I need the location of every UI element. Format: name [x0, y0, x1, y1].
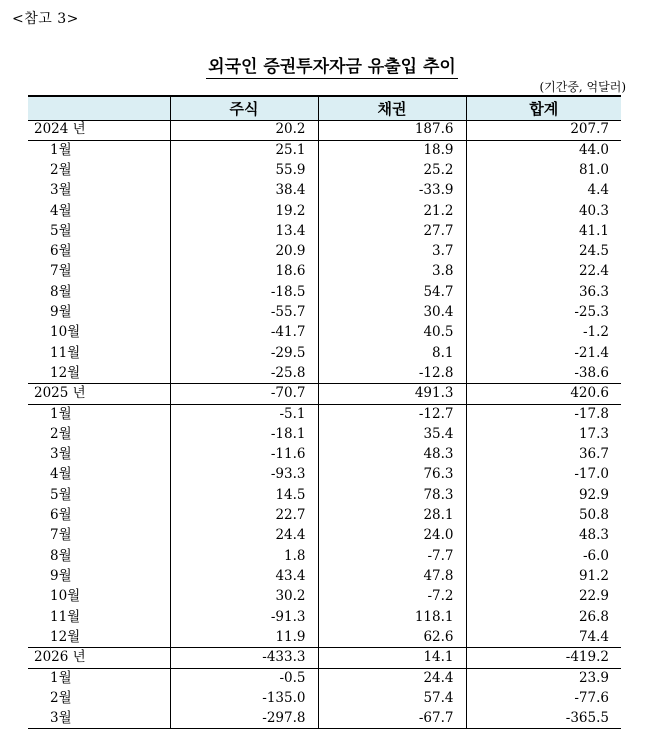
- stocks-value: 20.9: [170, 242, 318, 262]
- bonds-value: -67.7: [318, 709, 466, 729]
- bonds-value: -12.8: [318, 364, 466, 384]
- month-row: [28, 343, 621, 363]
- bonds-value: 24.4: [318, 668, 466, 688]
- total-value: 26.8: [466, 607, 621, 627]
- total-value: 23.9: [466, 668, 621, 688]
- row-label: 5월: [50, 222, 72, 239]
- stocks-value: 43.4: [170, 567, 318, 587]
- stocks-value: 22.7: [170, 506, 318, 526]
- bonds-value: -12.7: [318, 404, 466, 424]
- row-label: 8월: [50, 547, 72, 564]
- bonds-value: 14.1: [318, 648, 466, 668]
- month-row: [28, 688, 621, 708]
- month-row: [28, 567, 621, 587]
- bonds-value: 491.3: [318, 384, 466, 404]
- month-row: [28, 668, 621, 688]
- stocks-value: -18.5: [170, 282, 318, 302]
- row-label: 8월: [50, 283, 72, 300]
- reference-label: <참고 3>: [12, 11, 79, 27]
- row-label: 1월: [50, 669, 72, 686]
- month-row: [28, 201, 621, 221]
- table-title-text: 외국인 증권투자자금 유출입 추이: [208, 57, 456, 77]
- month-row: [28, 323, 621, 343]
- header-row: [28, 96, 621, 120]
- total-value: 207.7: [466, 120, 621, 140]
- bonds-value: 187.6: [318, 120, 466, 140]
- bonds-value: 118.1: [318, 607, 466, 627]
- stocks-value: -29.5: [170, 343, 318, 363]
- bonds-value: -7.2: [318, 587, 466, 607]
- month-row: [28, 424, 621, 444]
- total-value: 91.2: [466, 567, 621, 587]
- total-value: -25.3: [466, 303, 621, 323]
- stocks-value: 38.4: [170, 181, 318, 201]
- total-value: -1.2: [466, 323, 621, 343]
- month-row: [28, 221, 621, 241]
- bonds-value: 62.6: [318, 627, 466, 647]
- row-label: 2월: [50, 689, 72, 706]
- stocks-value: 18.6: [170, 262, 318, 282]
- month-row: [28, 587, 621, 607]
- month-row: [28, 607, 621, 627]
- row-label: 12월: [50, 364, 81, 381]
- total-value: 74.4: [466, 627, 621, 647]
- row-label: 9월: [50, 567, 72, 584]
- row-label: 2월: [50, 425, 72, 442]
- month-row: [28, 485, 621, 505]
- stocks-value: 14.5: [170, 485, 318, 505]
- bonds-value: 48.3: [318, 445, 466, 465]
- bonds-value: 8.1: [318, 343, 466, 363]
- table-body: [28, 120, 621, 729]
- month-row: [28, 262, 621, 282]
- total-value: -6.0: [466, 546, 621, 566]
- row-label: 11월: [50, 344, 81, 361]
- total-value: -77.6: [466, 688, 621, 708]
- month-row: [28, 627, 621, 647]
- total-value: 24.5: [466, 242, 621, 262]
- total-value: 420.6: [466, 384, 621, 404]
- stocks-value: 25.1: [170, 140, 318, 160]
- month-row: [28, 709, 621, 729]
- total-value: -365.5: [466, 709, 621, 729]
- row-label: 7월: [50, 527, 72, 544]
- bonds-value: 25.2: [318, 161, 466, 181]
- row-label: 10월: [50, 588, 81, 605]
- stocks-value: 1.8: [170, 546, 318, 566]
- total-value: 17.3: [466, 424, 621, 444]
- month-row: [28, 364, 621, 384]
- bonds-value: 78.3: [318, 485, 466, 505]
- total-value: 50.8: [466, 506, 621, 526]
- bonds-value: 3.8: [318, 262, 466, 282]
- bonds-value: -33.9: [318, 181, 466, 201]
- month-row: [28, 140, 621, 160]
- stocks-value: -5.1: [170, 404, 318, 424]
- total-value: -419.2: [466, 648, 621, 668]
- stocks-value: -41.7: [170, 323, 318, 343]
- row-label: 12월: [50, 628, 81, 645]
- total-value: -17.0: [466, 465, 621, 485]
- row-label: 3월: [50, 446, 72, 463]
- row-label: 2월: [50, 161, 72, 178]
- total-value: 22.9: [466, 587, 621, 607]
- stocks-value: 24.4: [170, 526, 318, 546]
- foreign-investment-flow-table: [28, 95, 621, 729]
- year-row: [28, 648, 621, 668]
- stocks-value: -93.3: [170, 465, 318, 485]
- total-value: 44.0: [466, 140, 621, 160]
- month-row: [28, 303, 621, 323]
- month-row: [28, 546, 621, 566]
- stocks-value: 30.2: [170, 587, 318, 607]
- month-row: [28, 282, 621, 302]
- bonds-value: 27.7: [318, 221, 466, 241]
- bonds-value: 47.8: [318, 567, 466, 587]
- total-value: 22.4: [466, 262, 621, 282]
- bonds-value: 18.9: [318, 140, 466, 160]
- month-row: [28, 526, 621, 546]
- row-label: 2024 년: [28, 120, 170, 140]
- row-label: 1월: [50, 141, 72, 158]
- stocks-value: -18.1: [170, 424, 318, 444]
- stocks-value: -55.7: [170, 303, 318, 323]
- row-label: 6월: [50, 243, 72, 260]
- stocks-value: 19.2: [170, 201, 318, 221]
- row-label: 11월: [50, 608, 81, 625]
- row-label: 7월: [50, 263, 72, 280]
- bonds-value: 57.4: [318, 688, 466, 708]
- row-label: 4월: [50, 466, 72, 483]
- header-bonds: 채권: [318, 96, 466, 120]
- total-value: 48.3: [466, 526, 621, 546]
- bonds-value: -7.7: [318, 546, 466, 566]
- month-row: [28, 181, 621, 201]
- header-stocks: 주식: [170, 96, 318, 120]
- month-row: [28, 161, 621, 181]
- bonds-value: 3.7: [318, 242, 466, 262]
- row-label: 9월: [50, 304, 72, 321]
- stocks-value: -297.8: [170, 709, 318, 729]
- bonds-value: 24.0: [318, 526, 466, 546]
- bonds-value: 21.2: [318, 201, 466, 221]
- row-label: 3월: [50, 182, 72, 199]
- bonds-value: 28.1: [318, 506, 466, 526]
- month-row: [28, 465, 621, 485]
- stocks-value: -91.3: [170, 607, 318, 627]
- row-label: 3월: [28, 709, 170, 729]
- row-label: 10월: [50, 324, 81, 341]
- row-label: 4월: [50, 202, 72, 219]
- stocks-value: -135.0: [170, 688, 318, 708]
- total-value: -21.4: [466, 343, 621, 363]
- total-value: 36.7: [466, 445, 621, 465]
- total-value: -17.8: [466, 404, 621, 424]
- total-value: 36.3: [466, 282, 621, 302]
- total-value: 4.4: [466, 181, 621, 201]
- stocks-value: -0.5: [170, 668, 318, 688]
- stocks-value: 55.9: [170, 161, 318, 181]
- month-row: [28, 445, 621, 465]
- row-label: 6월: [50, 507, 72, 524]
- year-row: [28, 384, 621, 404]
- month-row: [28, 506, 621, 526]
- total-value: 81.0: [466, 161, 621, 181]
- stocks-value: -11.6: [170, 445, 318, 465]
- year-row: [28, 120, 621, 140]
- row-label: 2025 년: [28, 384, 170, 404]
- row-label: 2026 년: [28, 648, 170, 668]
- total-value: 92.9: [466, 485, 621, 505]
- stocks-value: -25.8: [170, 364, 318, 384]
- stocks-value: 11.9: [170, 627, 318, 647]
- total-value: -38.6: [466, 364, 621, 384]
- total-value: 40.3: [466, 201, 621, 221]
- unit-note: (기간중, 억달러): [539, 80, 626, 94]
- stocks-value: -70.7: [170, 384, 318, 404]
- total-value: 41.1: [466, 221, 621, 241]
- bonds-value: 35.4: [318, 424, 466, 444]
- table-title: [0, 52, 664, 77]
- header-period: [28, 96, 170, 120]
- row-label: 5월: [50, 486, 72, 503]
- bonds-value: 76.3: [318, 465, 466, 485]
- bonds-value: 40.5: [318, 323, 466, 343]
- header-total: 합계: [466, 96, 621, 120]
- stocks-value: -433.3: [170, 648, 318, 668]
- stocks-value: 13.4: [170, 221, 318, 241]
- bonds-value: 54.7: [318, 282, 466, 302]
- stocks-value: 20.2: [170, 120, 318, 140]
- month-row: [28, 404, 621, 424]
- bonds-value: 30.4: [318, 303, 466, 323]
- row-label: 1월: [50, 405, 72, 422]
- month-row: [28, 242, 621, 262]
